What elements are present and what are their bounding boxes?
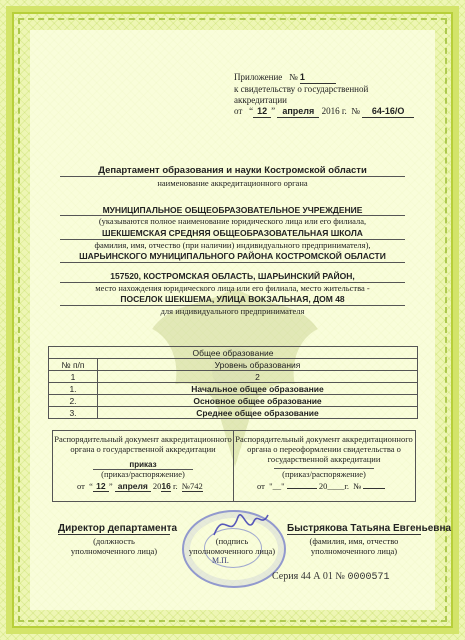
cert-day: 12 (253, 106, 271, 118)
series-no-prefix: № (335, 571, 345, 582)
row-level: Основное общее образование (98, 395, 418, 407)
left-from: от (77, 481, 85, 491)
appendix-label: Приложение (234, 72, 283, 82)
table-title: Общее образование (49, 347, 418, 359)
org-line3-underline (60, 262, 405, 263)
col-no-header: № п/п (49, 359, 98, 371)
left-year: 16 (161, 481, 171, 491)
table-row (49, 371, 418, 383)
org-name-line3: ШАРЬИНСКОГО МУНИЦИПАЛЬНОГО РАЙОНА КОСТРОМСКОЙ ОБЛАСТИ (79, 251, 386, 261)
name-caption-line1: (фамилия, имя, отчество (309, 536, 399, 546)
authority-caption: наименование аккредитационного органа (157, 178, 308, 188)
authority-name: Департамент образования и науки Костромской области (98, 165, 367, 176)
left-order-no: №742 (181, 481, 203, 491)
cert-no-prefix: № (351, 106, 360, 116)
person-caption: фамилия, имя, отчество (при наличии) индивидуального предпринимателя), (94, 240, 371, 250)
education-table (48, 346, 418, 419)
left-year-prefix: 20 (152, 481, 162, 491)
blank-number: 0000571 (347, 572, 390, 583)
row-level: Начальное общее образование (98, 383, 418, 395)
col-level-header: Уровень образования (98, 359, 418, 371)
table-row (49, 395, 418, 407)
left-day: 12 (93, 481, 109, 492)
row-no: 1. (49, 383, 98, 395)
row-level: Среднее общее образование (98, 407, 418, 419)
address-line1: 157520, КОСТРОМСКАЯ ОБЛАСТЬ, ШАРЬИНСКИЙ РАЙОН, (110, 271, 355, 281)
right-month-line (287, 488, 317, 489)
appendix-number: 1 (300, 72, 336, 84)
documents-box (52, 430, 416, 502)
right-no: № (353, 481, 362, 491)
appendix-header: Приложение № 1 к свидетельству о государственной аккредитации от “ 12 ” апреля 2016 г. № 64-16/О (234, 72, 414, 118)
authority-underline (60, 176, 405, 177)
signature-caption (182, 536, 282, 556)
right-doc-kind-caption: (приказ/распоряжение) (282, 469, 366, 479)
position-caption-line2: уполномоченного лица) (70, 546, 158, 556)
cert-year: 2016 г. (321, 106, 347, 116)
series-number (272, 571, 389, 583)
address-caption: место нахождения юридического лица или его филиала, место жительства - (95, 283, 370, 293)
to-cert-line1: к свидетельству о государственной (234, 84, 369, 94)
row-no: 3. (49, 407, 98, 419)
table-title-row (49, 347, 418, 359)
left-doc-title-line1: Распорядительный документ аккредитационного (54, 434, 232, 444)
cert-number: 64-16/О (362, 106, 414, 118)
row-no: 1 (49, 371, 98, 383)
appendix-no-prefix: № (289, 72, 298, 82)
position-caption (58, 536, 170, 556)
table-header-row (49, 359, 418, 371)
right-no-line (363, 488, 385, 489)
org-name-line2: ШЕКШЕМСКАЯ СРЕДНЯЯ ОБЩЕОБРАЗОВАТЕЛЬНАЯ ШКОЛА (102, 228, 363, 238)
right-doc-title-line3: государственной аккредитации (267, 454, 381, 464)
name-caption (287, 536, 421, 556)
left-doc-kind-caption: (приказ/распоряжение) (101, 469, 185, 479)
right-doc-title (234, 434, 414, 464)
table-row (49, 383, 418, 395)
address-line2: ПОСЕЛОК ШЕКШЕМА, УЛИЦА ВОКЗАЛЬНАЯ, ДОМ 48 (120, 294, 345, 304)
signatory-name: Быстрякова Татьяна Евгеньевна (287, 523, 452, 534)
row-level: 2 (98, 371, 418, 383)
series-label: Серия (272, 571, 299, 582)
right-doc-date (257, 481, 407, 491)
org-caption: (указываются полное наименование юридического лица или его филиала, (98, 216, 367, 226)
org-name-line1: МУНИЦИПАЛЬНОЕ ОБЩЕОБРАЗОВАТЕЛЬНОЕ УЧРЕЖДЕНИЕ (102, 205, 363, 215)
left-doc-title-line2: органа о государственной аккредитации (70, 444, 216, 454)
left-month: апреля (115, 481, 151, 492)
right-day: "__" (269, 481, 285, 491)
right-doc-title-line1: Распорядительный документ аккредитационного (235, 434, 413, 444)
right-year: 20____г. (318, 481, 349, 491)
left-doc-kind: приказ (93, 460, 193, 470)
cert-month: апреля (277, 106, 319, 118)
table-row (49, 407, 418, 419)
signatory-position: Директор департамента (58, 523, 178, 534)
series-code: 44 А 01 (300, 571, 333, 582)
row-no: 2. (49, 395, 98, 407)
signature-caption-line1: (подпись (215, 536, 249, 546)
signature-caption-line2: уполномоченного лица) (188, 546, 276, 556)
name-caption-line2: уполномоченного лица) (310, 546, 398, 556)
ip-caption: для индивидуального предпринимателя (160, 306, 305, 316)
left-year-suffix: г. (173, 481, 178, 491)
left-doc-date: от “ 12 ” апреля 2016 г. №742 (77, 481, 203, 491)
right-doc-title-line2: органа о переоформлении свидетельства о (247, 444, 401, 454)
mp-mark: М.П. (212, 556, 229, 565)
position-caption-line1: (должность (93, 536, 135, 546)
left-doc-title (53, 434, 233, 454)
from-label: от (234, 106, 243, 116)
right-from: от (257, 481, 265, 491)
to-cert-line2: аккредитации (234, 95, 287, 105)
